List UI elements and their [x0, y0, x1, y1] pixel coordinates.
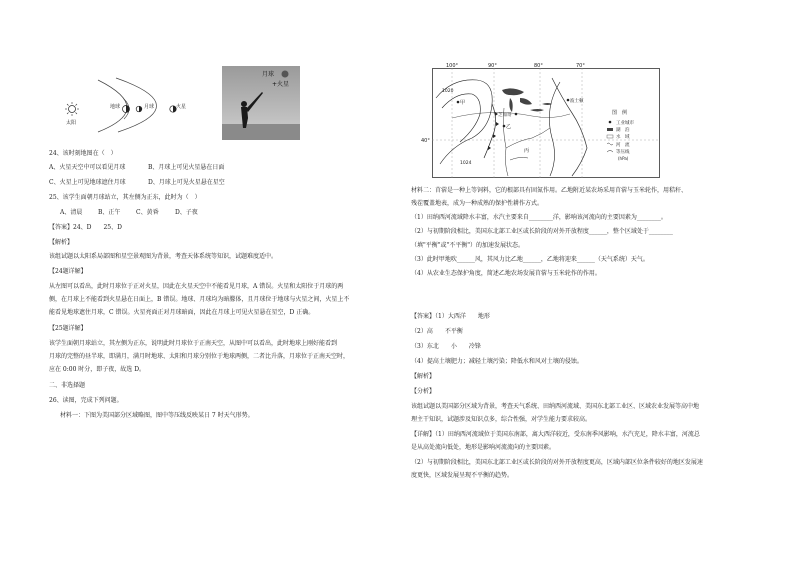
photo-moon-label: 月球	[262, 71, 275, 78]
detail25-line: 该学生面朝月球站立，其左侧为正东，说明此时月球位于正南天空，从图中可以看出，此时地球上刚好能看到	[49, 340, 338, 347]
q25-option-a: A、清晨	[60, 209, 83, 216]
sun-label: 太阳	[66, 120, 77, 126]
answer-3: （3）东北 小 冷锋	[411, 343, 481, 350]
q24-stem: 24、该时刻地图在（ ）	[49, 150, 117, 157]
detail25-line: 月球的完整的昼半球，即满月，满月时地球、太阳和月球分别位于地球两侧，二者比升落，月球位于正南天空时，	[49, 353, 350, 360]
place-yi-label: 乙	[506, 124, 512, 130]
earth-icon	[123, 106, 130, 113]
detail24-line: 侧，在月球上不能看到火星悬在日面上，B 错误。地球、月球均为暗朦体，且月球位于地球与火星之间，火星上不	[49, 296, 350, 303]
photo-mars-label: +火星	[272, 81, 290, 88]
detail25-line: 应在 0:00 时分，即子夜，故选 D。	[49, 366, 146, 373]
section2-title: 二、非选择题	[49, 382, 86, 389]
answer-2: （2）高 不平衡	[411, 328, 463, 335]
earth-label: 地球	[110, 104, 121, 110]
us-map	[421, 63, 660, 178]
chicago-dot	[515, 113, 518, 116]
q26-stem: 26、读图，完成下列问题。	[49, 397, 123, 404]
question-2-line1: （2）与初期阶段相比，美国东北部工业区或长阶段的对外开放程度______，整个区域处于________	[411, 228, 673, 235]
moon-label: 月球	[144, 104, 155, 110]
legend-item: 工业城市	[616, 121, 634, 126]
question-4: （4）从农业生态保护角度，简述乙地农场发展苜蓿与玉米轮作的作用。	[411, 270, 601, 277]
detail24-line: 能看见地球遮住月球，C 错误。火星亮面正对月球暗面，因此在月球上可见火星悬在星空，D 正确。	[49, 309, 315, 316]
sun-icon	[65, 102, 79, 116]
detail-line: 度更快，区域发展呈现不平衡的趋势。	[411, 472, 514, 479]
analysis-title: 【解析】	[411, 373, 436, 380]
photo-moon-icon	[282, 71, 289, 78]
legend-unit: (hPa)	[618, 156, 629, 161]
material1-text: 材料一：下图为美国部分区域略图，图中等压线反映某日 7 时天气形势。	[60, 412, 254, 419]
question-3: （3）此时甲地吹______风，其风力比乙地______，乙地将迎来______（天气系统）天气。	[411, 256, 649, 263]
lon-100-label: 100°	[446, 63, 459, 69]
q24-option-b: B、月球上可见火星悬在日面	[148, 164, 225, 171]
fenxi-line: 理主干知识，试题涉及知识点多，综合性强，对学生能力要求较高。	[411, 416, 592, 423]
detail24-line: 从左图可以看出，此时月球位于正对火星，因此在火星天空中不能看见月球，A 错误。火星和太阳位于月球的两	[49, 283, 344, 290]
detail-line: 【详解】（1）田纳西河流域位于美国东南部，离大西洋较近，受东南季风影响，水汽充足，降水丰富，河流总	[411, 431, 700, 438]
answer-24-25: 【答案】24、D 25、D	[49, 224, 122, 231]
question-2-line2: （填"平衡"或"不平衡"）的加速发展状态。	[411, 242, 525, 249]
lake-icon	[607, 128, 613, 131]
detail25-title: 【25题详解】	[49, 325, 87, 332]
question-1: （1）田纳西河流域降水丰富，水汽主要来自________洋，影响该河流向的主要因素为________。	[411, 214, 667, 221]
orbit-figure	[58, 76, 198, 132]
material2-line: 材料二：苜蓿是一种上等饲料，它的根部具有固氮作用。乙地附近某农场采用苜蓿与玉米轮作，用秸秆、	[411, 187, 688, 194]
answer-title: 【答案】（1）大西洋 地形	[411, 313, 490, 320]
legend-item: 水 域	[616, 135, 630, 140]
place-yi-dot	[503, 125, 506, 128]
answer-4: （4）提高土壤肥力；减轻土壤污染；降低水和风对土壤的侵蚀。	[411, 358, 583, 365]
lon-90-label: 90°	[488, 63, 497, 69]
q25-option-b: B、正午	[98, 209, 121, 216]
isobar-1024-label: 1024	[460, 161, 472, 166]
legend-item: 湖 泊	[616, 128, 630, 133]
lon-70-label: 70°	[576, 63, 585, 69]
lon-80-label: 80°	[534, 63, 543, 69]
place-bing-label: 丙	[524, 148, 530, 154]
detail24-title: 【24题详解】	[49, 268, 87, 275]
q24-option-a: A、火星天空中可以看见月球	[49, 164, 126, 171]
analysis-intro: 该组试题以太阳系局部图和星空景观图为背景，考查天体系统等知识，试题难度适中。	[49, 253, 278, 260]
boston-dot	[567, 99, 570, 102]
q24-option-c: C、火星上可见地球遮住月球	[49, 179, 126, 186]
fenxi-line: 该组试题以美国部分区域为背景，考查天气系统、田纳西河流域、美国东北部工业区、区域农业发展等高中地	[411, 403, 700, 410]
legend-item: 河 流	[616, 143, 630, 148]
moon-icon	[136, 106, 142, 112]
water-icon	[607, 135, 613, 138]
lat-40-label: 40°	[421, 138, 430, 144]
legend-title: 图 例	[612, 110, 628, 116]
chicago-label: 芝加哥	[498, 113, 512, 118]
place-jia-dot	[457, 101, 460, 104]
q25-option-c: C、黄昏	[136, 209, 159, 216]
isobar-1020-label: 1020	[442, 89, 454, 94]
q25-option-d: D、子夜	[175, 209, 198, 216]
industrial-city-icon	[609, 121, 612, 124]
boston-label: 波士顿	[570, 99, 584, 104]
detail-line: （2）与初期阶段相比，美国东北部工业区或长阶段的对外开放程度更高，区域内部区位条件较好的地区发展速	[411, 459, 703, 466]
q25-stem: 25、该学生面朝月球站立，其左侧为正东，此时为（ ）	[49, 194, 201, 201]
detail-line: 是从高处流向低处，地形是影响河流流向的主要因素。	[411, 444, 556, 451]
q24-option-d: D、月球上可见火星悬在星空	[148, 179, 225, 186]
mars-label: 火星	[176, 104, 187, 110]
fenxi-title: 【分析】	[411, 388, 436, 395]
material2-line: 残茬覆盖地表，成为一种成熟的保护性耕作方式。	[411, 200, 544, 207]
analysis-title: 【解析】	[49, 239, 74, 246]
legend-item: 等压线	[616, 150, 630, 155]
place-jia-label: 甲	[460, 100, 466, 106]
sky-photo	[222, 66, 300, 140]
